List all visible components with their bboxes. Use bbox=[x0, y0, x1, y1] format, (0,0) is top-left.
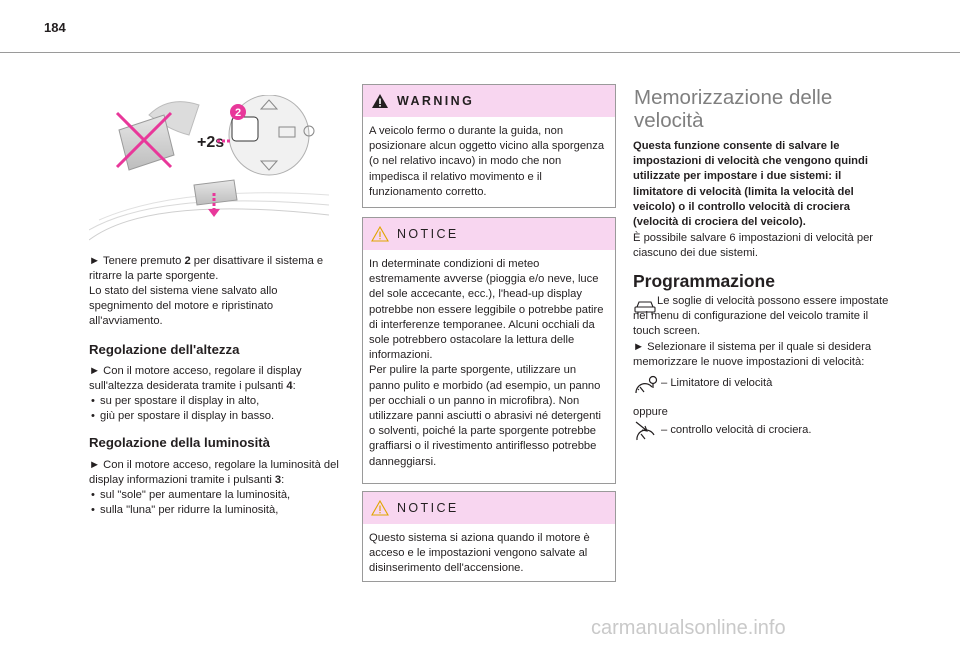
brightness-adjustment-heading: Regolazione della luminosità bbox=[89, 435, 270, 450]
hud-deactivate-instruction: ► Tenere premuto 2 per disattivare il sistema e ritrarre la parte sporgente. bbox=[89, 255, 324, 283]
image-label-button-2: 2 bbox=[234, 107, 242, 119]
head-up-display-illustration bbox=[89, 95, 329, 245]
list-item: • sulla "luna" per ridurre la luminosità, bbox=[89, 503, 339, 518]
speed-memorisation-title: Memorizzazione delle velocità bbox=[634, 86, 833, 132]
notice-box-weather bbox=[362, 217, 616, 484]
top-divider bbox=[0, 52, 960, 53]
notice-header bbox=[363, 218, 615, 250]
notice-triangle-icon bbox=[371, 226, 389, 242]
height-adjustment-list bbox=[89, 394, 339, 424]
notice-text-cleaning: Per pulire la parte sporgente, utilizzare un panno pulito e morbido (ad esempio, un panno per occhiali o un panno in microfibra). Non utilizzare panni asciutti o abrasivi né detergenti o solventi, poiché la parte sporgente potrebbe graffiarsi o il rivestimento antiriflesso potrebbe danneggiarsi. bbox=[369, 364, 601, 468]
list-item: • sul "sole" per aumentare la luminosità, bbox=[89, 488, 339, 503]
notice-triangle-icon bbox=[371, 500, 389, 516]
warning-triangle-icon bbox=[371, 93, 389, 109]
watermark-text: carmanualsonline.info bbox=[591, 617, 786, 639]
speed-memorisation-intro: Questa funzione consente di salvare le impostazioni di velocità che vengono quindi utilizzate per impostare i due sistemi: il limitatore di velocità (limita la velocità del veicolo) o il controllo velocità di crociera (velocità di crociera del veicolo). bbox=[633, 140, 868, 229]
height-adjustment-instruction: ► Con il motore acceso, regolare il display sull'altezza desiderata tramite i pulsanti 4: bbox=[89, 365, 302, 393]
notice-text-weather: In determinate condizioni di meteo estremamente avverse (pioggia e/o neve, luce del sole accecante, ecc.), l'head-up display potrebbe non essere leggibile o potrebbe patire di interferenze temporanee. Alcuni occhiali da sole potrebbero ostacolare la lettura delle informazioni. bbox=[369, 258, 604, 362]
page-number: 184 bbox=[44, 20, 66, 35]
notice-title: NOTICE bbox=[397, 227, 459, 241]
notice-text-activation: Questo sistema si aziona quando il motore è acceso e le impostazioni vengono salvate al disinserimento dell'accensione. bbox=[369, 532, 590, 575]
programming-text: Le soglie di velocità possono essere impostate nel menu di configurazione del veicolo tramite il touch screen. bbox=[633, 295, 889, 338]
notice-header bbox=[363, 492, 615, 524]
list-item: • su per spostare il display in alto, bbox=[89, 394, 339, 409]
warning-text: A veicolo fermo o durante la guida, non posizionare alcun oggetto vicino alla sporgenza (o nel relativo incavo) in modo che non impedisca il relativo movimento e il funzionamento corretto. bbox=[369, 125, 605, 198]
warning-title: WARNING bbox=[397, 94, 475, 108]
warning-header bbox=[363, 85, 615, 117]
programming-heading: Programmazione bbox=[633, 271, 775, 291]
height-adjustment-heading: Regolazione dell'altezza bbox=[89, 342, 240, 357]
oppure-text: oppure bbox=[633, 406, 668, 418]
hud-state-memory-text: Lo stato del sistema viene salvato allo spegnimento del motore e ripristinato all'avviamento. bbox=[89, 285, 278, 328]
speed-limiter-label: – Limitatore di velocità bbox=[661, 377, 773, 389]
cruise-control-label: – controllo velocità di crociera. bbox=[661, 424, 812, 436]
notice-box-activation bbox=[362, 491, 616, 582]
speed-settings-count: È possibile salvare 6 impostazioni di velocità per ciascuno dei due sistemi. bbox=[633, 232, 874, 260]
brightness-adjustment-list bbox=[89, 488, 339, 518]
notice-title: NOTICE bbox=[397, 501, 459, 515]
brightness-adjustment-instruction: ► Con il motore acceso, regolare la luminosità del display informazioni tramite i pulsanti 3: bbox=[89, 459, 339, 487]
warning-box bbox=[362, 84, 616, 208]
list-item: • giù per spostare il display in basso. bbox=[89, 409, 339, 424]
speed-limiter-icon bbox=[634, 375, 658, 397]
image-label-hold-time: +2s bbox=[197, 134, 225, 151]
cruise-control-icon bbox=[634, 420, 658, 444]
programming-select-instruction: ► Selezionare il sistema per il quale si desidera memorizzare le nuove impostazioni di velocità: bbox=[633, 341, 872, 369]
